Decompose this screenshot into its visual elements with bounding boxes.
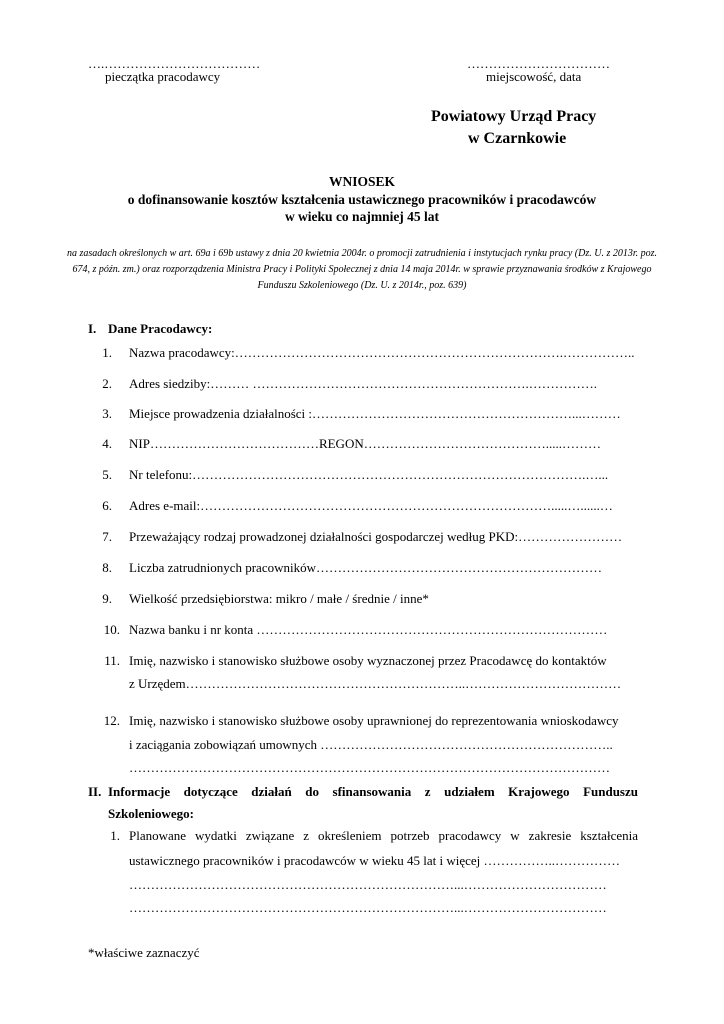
field-planned-expenses-dots: …………………………………………………………………...……………………………	[129, 900, 607, 915]
field-pkd: Przeważający rodzaj prowadzonej działalności gospodarczej według PKD:……………………	[129, 529, 623, 544]
field-contact-person-cont: z Urzędem………………………………………………………..………………………………	[129, 676, 622, 691]
field-phone: Nr telefonu:……………………………………………………………………………….…...	[129, 467, 609, 482]
legal-basis: na zasadach określonych w art. 69a i 69b ustawy z dnia 20 kwietnia 2004r. o promocji zatrudnienia i instytucjach rynku pracy (Dz. U. z 2013r. poz. 674, z późn. zm.) oraz rozporządzenia Ministra Pracy i Polityki Społecznej z dnia 14 maja 2014r. w sprawie przyznawania środków z Krajowego Funduszu Szkoleniowego (Dz. U. z 2014r., poz. 639)	[66, 248, 658, 291]
field-company-size: Wielkość przedsiębiorstwa: mikro / małe / średnie / inne*	[129, 591, 429, 606]
field-contact-person: Imię, nazwisko i stanowisko służbowe osoby wyznaczonej przez Pracodawcę do kontaktów	[129, 653, 607, 668]
field-representative-cont: i zaciągania zobowiązań umownych …………………………………………………………..	[129, 737, 613, 752]
place-label: miejscowość, data	[486, 69, 582, 84]
section-1-number: I.	[88, 321, 97, 336]
document-title: WNIOSEK	[328, 174, 396, 189]
field-email: Adres e-mail:……………………………………………………………………….....…......…	[129, 498, 613, 513]
item-number: 12.	[103, 713, 120, 728]
field-planned-expenses: Planowane wydatki związane z określeniem potrzeb pracodawcy w zakresie kształcenia	[129, 828, 638, 843]
document-subtitle: o dofinansowanie kosztów kształcenia ustawicznego pracowników i pracodawców	[127, 192, 597, 207]
item-number: 8.	[102, 560, 112, 575]
section-2-number: II.	[88, 784, 102, 799]
field-business-location: Miejsce prowadzenia działalności :……………………………………………………...………	[129, 406, 621, 421]
field-planned-expenses-dots: …………………………………………………………………...……………………………	[129, 877, 607, 892]
field-representative: Imię, nazwisko i stanowisko służbowe osoby uprawnionej do reprezentowania wnioskodawcy	[129, 713, 619, 728]
field-planned-expenses-cont: ustawicznego pracowników i pracodawców w wieku 45 lat i więcej ……………..……………	[129, 853, 620, 868]
place-dots: ……………………………	[467, 56, 610, 71]
office-city: w Czarnkowie	[468, 130, 567, 147]
field-employer-name: Nazwa pracodawcy:………………………………………………………………….……………..	[129, 345, 635, 360]
item-number: 6.	[102, 498, 112, 513]
section-2-heading: Informacje dotyczące działań do sfinansowania z udziałem Krajowego Funduszu	[108, 784, 638, 799]
footnote: *właściwe zaznaczyć	[88, 945, 200, 960]
section-1-heading: Dane Pracodawcy:	[108, 321, 213, 336]
field-employee-count: Liczba zatrudnionych pracowników…………………………………………………………	[129, 560, 602, 575]
item-number: 5.	[102, 467, 112, 482]
item-number: 1.	[102, 345, 112, 360]
field-registered-address: Adres siedziby:……… ……………………………………………………….…………….	[129, 376, 597, 391]
item-number: 2.	[102, 376, 112, 391]
field-nip-regon: NIP…………………………………REGON…………………………………….....………	[129, 436, 601, 451]
document-subtitle-age: w wieku co najmniej 45 lat	[284, 209, 440, 224]
item-number: 7.	[102, 529, 112, 544]
stamp-dots: ….………………………………	[88, 56, 261, 71]
item-number: 1.	[110, 828, 120, 843]
item-number: 9.	[102, 591, 112, 606]
office-name: Powiatowy Urząd Pracy	[431, 108, 597, 125]
field-representative-dots: …………………………………………………………………………………………………	[129, 760, 610, 775]
field-bank-account: Nazwa banku i nr konta ………………………………………………………………………	[129, 622, 608, 637]
item-number: 11.	[104, 653, 120, 668]
item-number: 3.	[102, 406, 112, 421]
section-2-heading-cont: Szkoleniowego:	[108, 806, 194, 821]
stamp-label: pieczątka pracodawcy	[105, 69, 221, 84]
item-number: 10.	[103, 622, 120, 637]
item-number: 4.	[102, 436, 112, 451]
